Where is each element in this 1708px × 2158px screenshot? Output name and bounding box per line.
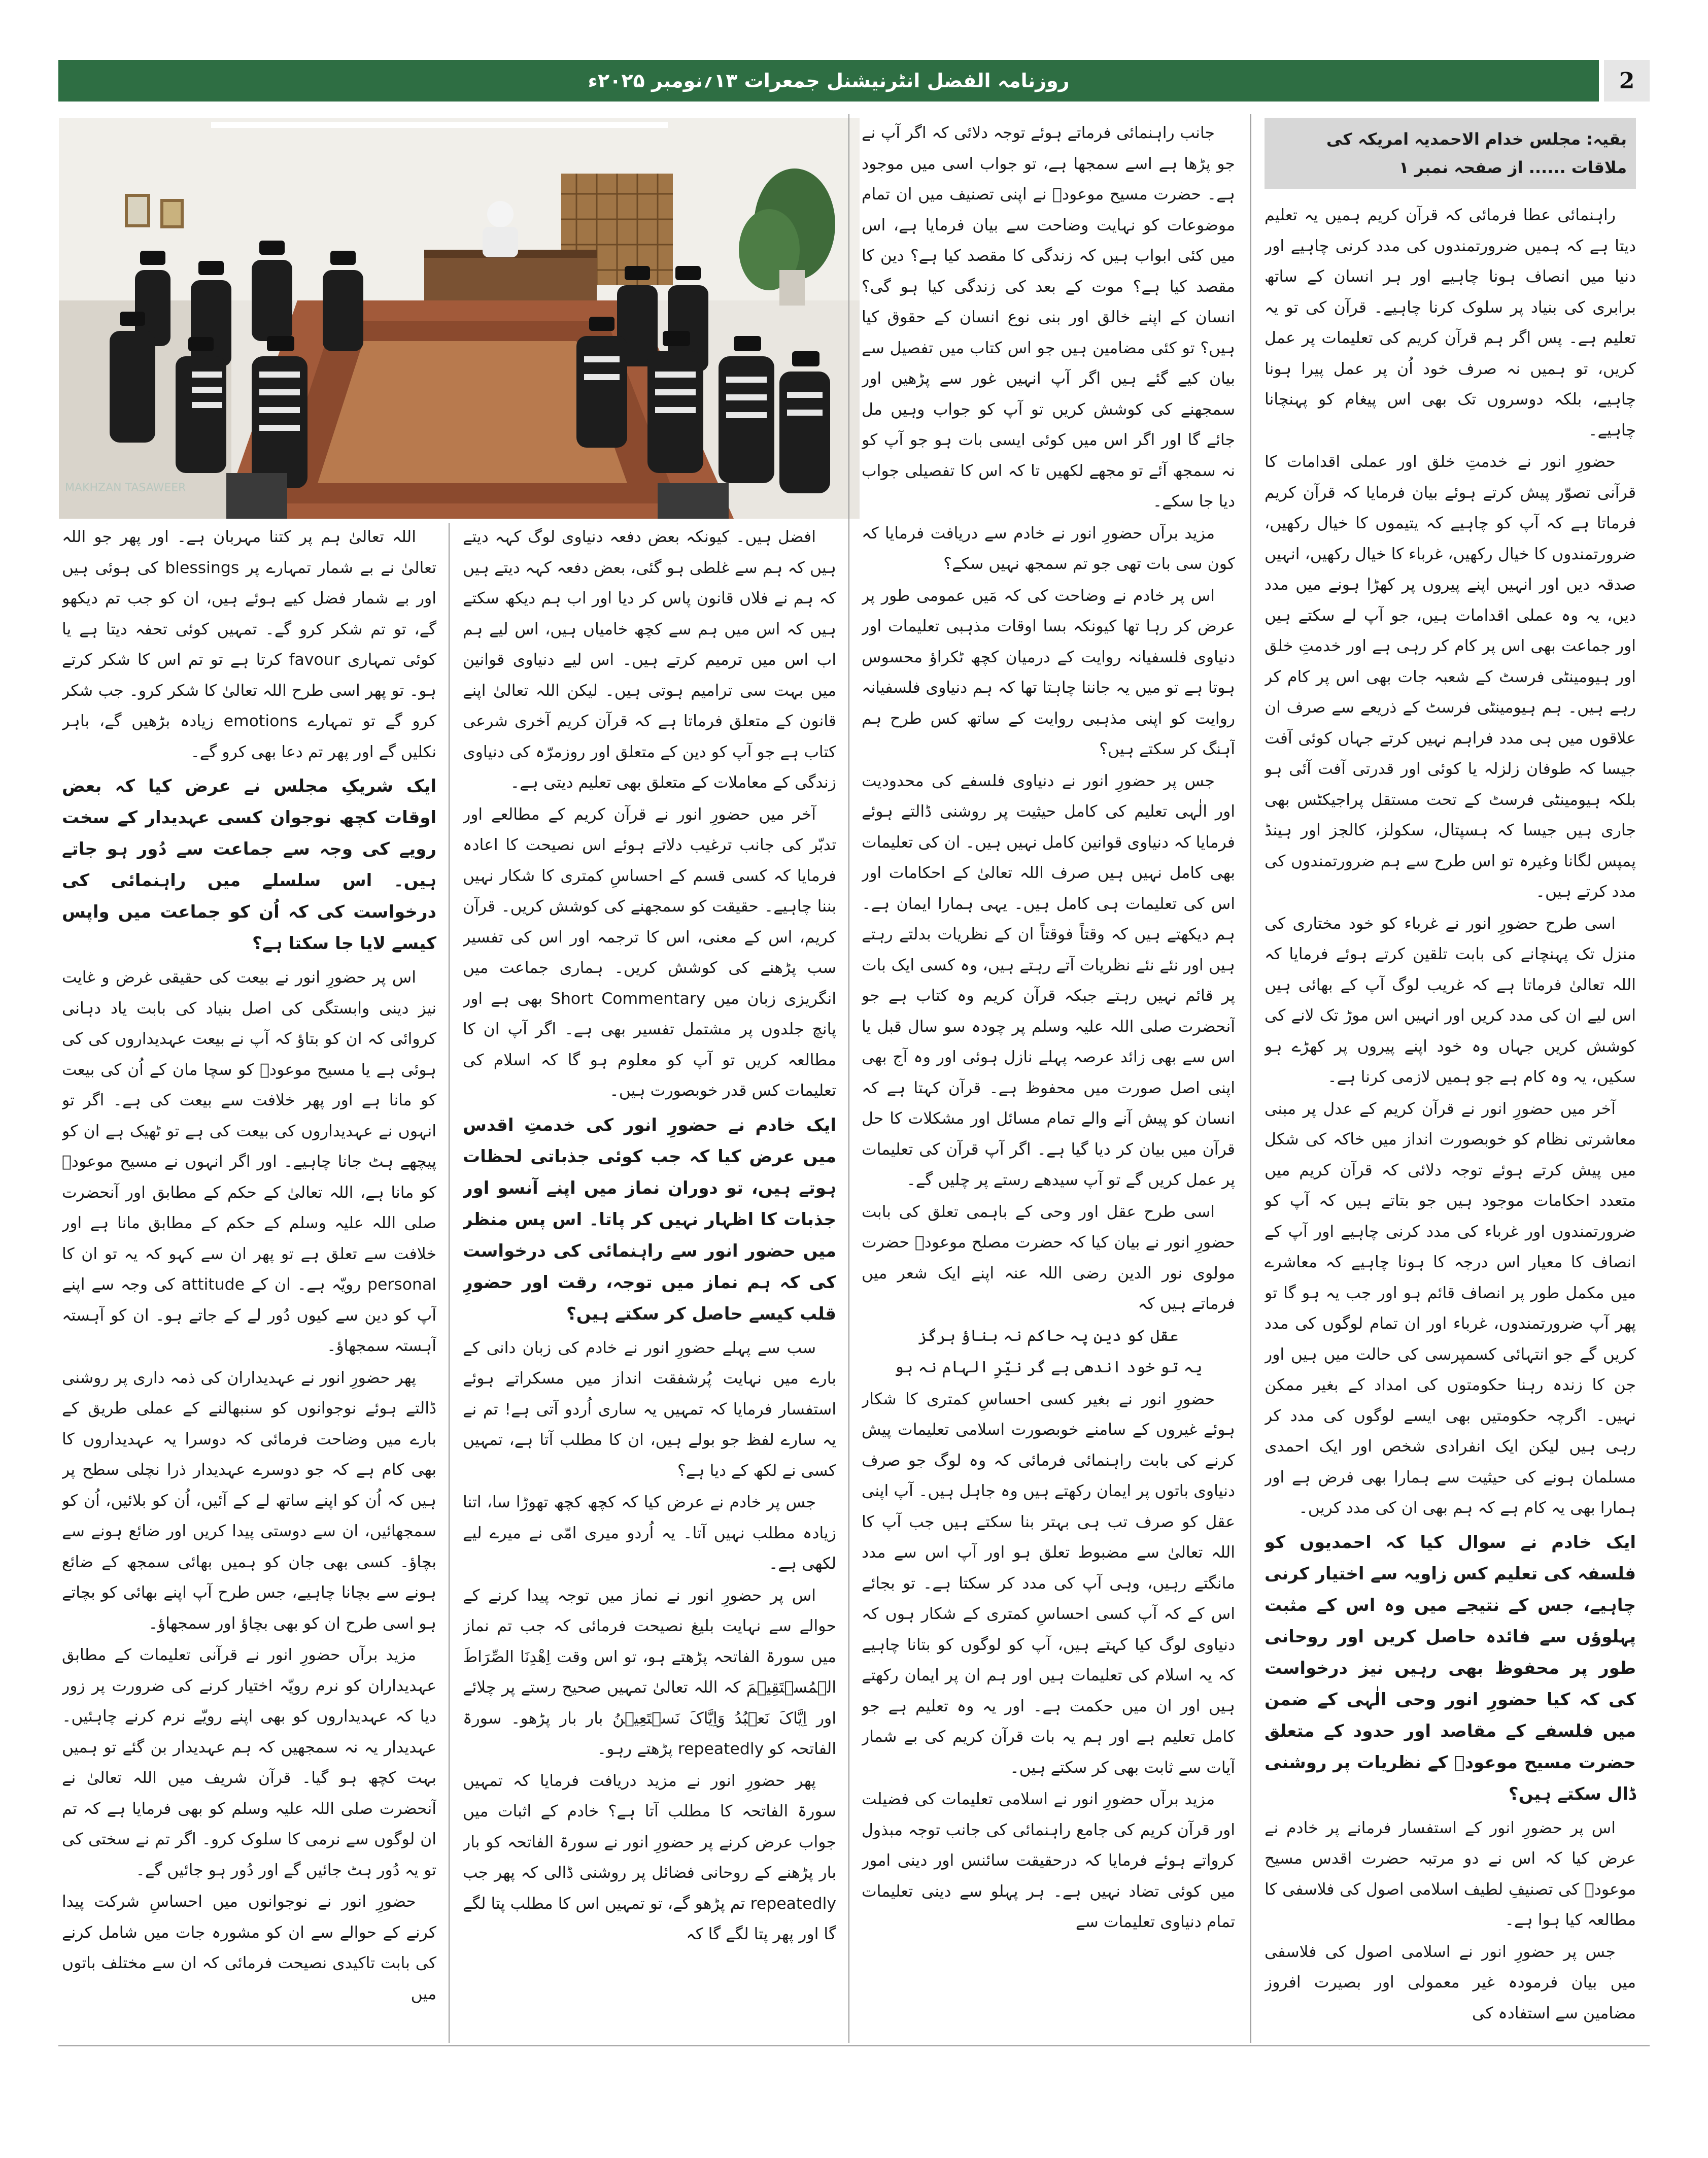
paragraph: پھر حضورِ انور نے مزید دریافت فرمایا کہ تمہیں سورۃ الفاتحہ کا مطلب آتا ہے؟ خادم کے اثبات میں جواب عرض کرنے پر حضورِ انور نے سورۃ الفاتحہ کو بار بار پڑھنے کے روحانی فضائل پر روشنی ڈالی کہ پھر جب repeatedly تم پڑھو گے، تو تمہیں اس کا مطلب پتا لگے گا اور پھر پتا لگے گا کہ [463, 1771, 836, 1943]
paragraph: حضورِ انور نے خدمتِ خلق اور عملی اقدامات کا قرآنی تصوّر پیش کرتے ہوئے بیان فرمایا کہ قرآن کریم فرماتا ہے کہ آپ کو چاہیے کہ یتیموں کا خیال رکھیں، ضرورتمندوں کا خیال رکھیں، غرباء کا خیال رکھیں، انہیں صدقہ دیں اور انہیں اپنے پیروں پر کھڑا ہونے میں مدد دیں، یہ وہ عملی اقدامات ہیں، جو آپ لے سکتے ہیں اور جماعت بھی اس پر کام کر رہی ہے اور خدمتِ خلق اور ہیومینٹی فرسٹ کے شعبہ جات بھی اس پر کام کر رہے ہیں۔ ہم ہیومینٹی فرسٹ کے ذریعے سے صرف ان علاقوں میں ہی مدد فراہم نہیں کرتے جہاں کوئی آفت جیسا کہ طوفان زلزلہ یا کوئی اور قدرتی آفت آئی ہو بلکہ ہیومینٹی فرسٹ کے تحت مستقل پراجیکٹس بھی جاری ہیں جیسا کہ ہسپتال، سکولز، کالجز اور ہینڈ پمپس لگانا وغیرہ تو اس طرح سے ہم ضرورتمندوں کی مدد کرتے ہیں۔ [1265, 453, 1636, 901]
article-column-4 [62, 522, 436, 2039]
question-heading: ایک خادم نے سوال کیا کہ احمدیوں کو فلسفہ کی تعلیم کس زاویہ سے اختیار کرنی چاہیے، جس کے نتیجے میں وہ اس کے مثبت پہلوؤں سے فائدہ حاصل کریں اور روحانی طور پر محفوظ بھی رہیں نیز درخواست کی کہ کیا حضورِ انور وحی الٰہی کے ضمن میں فلسفے کے مقاصد اور حدود کے متعلق حضرت مسیح موعودؑ کے نظریات پر روشنی ڈال سکتے ہیں؟ [1265, 1532, 1636, 1804]
column-divider [848, 114, 849, 2043]
paragraph: پھر حضورِ انور نے عہدیداران کی ذمہ داری پر روشنی ڈالتے ہوئے نوجوانوں کو سنبھالنے کے عملی طریق کے بارے میں وضاحت فرمائی کہ دوسرا یہ عہدیداروں کا بھی کام ہے کہ جو دوسرے عہدیدار ذرا نچلی سطح پر ہیں کہ اُن کو اپنے ساتھ لے کے آئیں، اُن کو بلائیں، اُن کو سمجھائیں، ان سے دوستی پیدا کریں اور ضائع ہونے سے بچاؤ۔ کسی بھی جان کو ہمیں بھائی سمجھ کے ضائع ہونے سے بچانا چاہیے، جس طرح آپ اپنے بھائی کو بچاتے ہو اسی طرح ان کو بھی بچاؤ اور سمجھاؤ۔ [62, 1368, 436, 1633]
paragraph: اس پر حضورِ انور کے استفسار فرمانے پر خادم نے عرض کیا کہ اس نے دو مرتبہ حضرت اقدس مسیح موعودؑ کی تصنیفِ لطیف اسلامی اصول کی فلاسفی کا مطالعہ کیا ہوا ہے۔ [1265, 1818, 1636, 1929]
page-header [58, 60, 1650, 102]
photo-watermark: MAKHZAN TASAWEER [65, 482, 186, 494]
article-column-1 [1265, 118, 1636, 2041]
paragraph: افضل ہیں۔ کیونکہ بعض دفعہ دنیاوی لوگ کہہ دیتے ہیں کہ ہم سے غلطی ہو گئی، بعض دفعہ کہہ دیتے ہیں کہ ہم نے فلاں قانون پاس کر دیا اور اب ہم دیکھ سکتے ہیں کہ اس میں ہم سے کچھ خامیاں ہیں، اس لیے ہم اب اس میں ترمیم کرتے ہیں۔ اس لیے دنیاوی قوانین میں بہت سی ترامیم ہوتی ہیں۔ لیکن اللہ تعالیٰ اپنے قانون کے متعلق فرماتا ہے کہ قرآن کریم آخری شرعی کتاب ہے جو آپ کو دین کے متعلق اور روزمرّہ کی دنیاوی زندگی کے معاملات کے متعلق بھی تعلیم دیتی ہے۔ [463, 528, 836, 792]
paragraph: راہنمائی عطا فرمائی کہ قرآن کریم ہمیں یہ تعلیم دیتا ہے کہ ہمیں ضرورتمندوں کی مدد کرنی چاہیے اور دنیا میں انصاف ہونا چاہیے اور ہر انسان کے ساتھ برابری کی بنیاد پر سلوک کرنا چاہیے۔ قرآن کی تو یہ تعلیم ہے۔ پس اگر ہم قرآن کریم کی تعلیمات پر عمل کریں، تو ہمیں نہ صرف خود اُن پر عمل پیرا ہونا چاہیے، بلکہ دوسروں تک بھی اس پیغام کو پہنچانا چاہیے۔ [1265, 206, 1636, 440]
page-number: 2 [1604, 60, 1650, 102]
paragraph: جس پر حضورِ انور نے اسلامی اصول کی فلاسفی میں بیان فرمودہ غیر معمولی اور بصیرت افروز مضامین سے استفادہ کی [1265, 1942, 1636, 2022]
paragraph: اسی طرح عقل اور وحی کے باہمی تعلق کی بابت حضورِ انور نے بیان کیا کہ حضرت مصلح موعودؓ حضرت مولوی نور الدین رضی اللہ عنہ اپنے ایک شعر میں فرماتے ہیں کہ [862, 1202, 1235, 1313]
continued-from-banner[interactable]: بقیہ: مجلس خدام الاحمدیہ امریکہ کی ملاقات ...... از صفحہ نمبر ۱ [1265, 118, 1636, 189]
paragraph: مزید برآں حضورِ انور نے خادم سے دریافت فرمایا کہ کون سی بات تھی جو تم سمجھ نہیں سکے؟ [862, 524, 1235, 573]
paragraph: حضورِ انور نے بغیر کسی احساسِ کمتری کا شکار ہوئے غیروں کے سامنے خوبصورت اسلامی تعلیمات پیش کرنے کی بابت راہنمائی فرمائی کہ وہ لوگ جو صرف دنیاوی باتوں پر ایمان رکھتے ہیں وہ جاہل ہیں۔ آپ اپنی عقل کو صرف تب ہی بہتر بنا سکتے ہیں جب آپ کا اللہ تعالیٰ سے مضبوط تعلق ہو اور آپ اس سے مدد مانگتے رہیں، وہی آپ کی مدد کر سکتا ہے۔ تو بجائے اس کے کہ آپ کسی احساسِ کمتری کے شکار ہوں کہ دنیاوی لوگ کیا کہتے ہیں، آپ کو لوگوں کو بتانا چاہیے کہ یہ اسلام کی تعلیمات ہیں اور ہم ان پر ایمان رکھتے ہیں اور ان میں حکمت ہے۔ اور یہ وہ تعلیم ہے جو کامل تعلیم ہے اور ہم یہ بات قرآن کریم کی بے شمار آیات سے ثابت بھی کر سکتے ہیں۔ [862, 1390, 1235, 1777]
article-column-3 [463, 522, 836, 2039]
poetry-verse: یہ تو خود اندھی ہے گر نیّرِ الہام نہ ہو [894, 1358, 1203, 1376]
paragraph: جانب راہنمائی فرماتے ہوئے توجہ دلائی کہ اگر آپ نے جو پڑھا ہے اسے سمجھا ہے، تو جواب اسی میں موجود ہے۔ حضرت مسیح موعودؑ نے اپنی تصنیف میں ان تمام موضوعات کو نہایت وضاحت سے بیان فرمایا ہے، اس میں کئی ابواب ہیں کہ زندگی کا مقصد کیا ہے؟ دین کا مقصد کیا ہے؟ موت کے بعد کی زندگی کیا ہو گی؟ انسان کے اپنے خالق اور بنی نوع انسان کے حقوق کیا ہیں؟ تو کئی مضامین ہیں جو اس کتاب میں تفصیل سے بیان کیے گئے ہیں اگر آپ انہیں غور سے پڑھیں اور سمجھنے کی کوشش کریں تو آپ کو جواب وہیں مل جائے گا اور اگر اس میں کوئی ایسی بات ہو جو آپ کو نہ سمجھ آئے تو مجھے لکھیں تا کہ اس کا تفصیلی جواب دیا جا سکے۔ [862, 124, 1235, 511]
paragraph: اللہ تعالیٰ ہم پر کتنا مہربان ہے۔ اور پھر جو اللہ تعالیٰ نے بے شمار تمہارے پر blessings کی ہوئی ہیں اور بے شمار فضل کیے ہوئے ہیں، ان کو جب تم دیکھو گے، تو تم شکر کرو گے۔ تمہیں کوئی تحفہ دیتا ہے یا کوئی تمہاری favour کرتا ہے تو تم اس کا شکر کرتے ہو۔ تو پھر اسی طرح اللہ تعالیٰ کا شکر کرو۔ جب شکر کرو گے تو تمہارے emotions زیادہ بڑھیں گے، باہر نکلیں گے اور پھر تم دعا بھی کرو گے۔ [62, 528, 436, 761]
paragraph: جس پر حضورِ انور نے دنیاوی فلسفے کی محدودیت اور الٰہی تعلیم کی کامل حیثیت پر روشنی ڈالتے ہوئے فرمایا کہ دنیاوی قوانین کامل نہیں ہیں۔ ان کی تعلیمات بھی کامل نہیں ہیں صرف اللہ تعالیٰ کے احکامات اور اس کی تعلیمات ہی کامل ہیں۔ یہی ہمارا ایمان ہے۔ ہم دیکھتے ہیں کہ وقتاً فوقتاً ان کے نظریات بدلتے رہتے ہیں اور نئے نئے نظریات آتے رہتے ہیں، وہ کسی ایک بات پر قائم نہیں رہتے جبکہ قرآن کریم وہ کتاب ہے جو آنحضرت صلی اللہ علیہ وسلم پر چودہ سو سال قبل یا اس سے بھی زائد عرصہ پہلے نازل ہوئی اور وہ آج بھی اپنی اصل صورت میں محفوظ ہے۔ قرآن کہتا ہے کہ انسان کو پیش آنے والے تمام مسائل اور مشکلات کا حل قرآن میں بیان کر دیا گیا ہے۔ اگر آپ قرآن کی تعلیمات پر عمل کریں گے تو آپ سیدھے رستے پر چلیں گے۔ [862, 771, 1235, 1189]
column-divider [1250, 114, 1251, 2043]
poetry-verse: عقل کو دین پہ حاکم نہ بناؤ ہرگز [918, 1326, 1179, 1345]
article-column-2 [862, 118, 1235, 2041]
question-heading: ایک شریکِ مجلس نے عرض کیا کہ بعض اوقات کچھ نوجوان کسی عہدیدار کے سخت رویے کی وجہ سے جماعت سے دُور ہو جاتے ہیں۔ اس سلسلے میں راہنمائی کی درخواست کی کہ اُن کو جماعت میں واپس کیسے لایا جا سکتا ہے؟ [62, 776, 436, 954]
paragraph: مزید برآں حضورِ انور نے قرآنی تعلیمات کے مطابق عہدیداران کو نرم رویّہ اختیار کرنے کی ضرورت پر زور دیا کہ عہدیداروں کو بھی اپنے رویّے نرم کرنے چاہئیں۔ عہدیدار یہ نہ سمجھیں کہ ہم عہدیدار بن گئے تو ہمیں بہت کچھ ہو گیا۔ قرآن شریف میں اللہ تعالیٰ نے آنحضرت صلی اللہ علیہ وسلم کو بھی فرمایا ہے کہ تم ان لوگوں سے نرمی کا سلوک کرو۔ اگر تم نے سختی کی تو یہ دُور ہٹ جائیں گے اور دُور ہو جائیں گے۔ [62, 1646, 436, 1879]
meeting-photo [59, 118, 860, 519]
paragraph: مزید برآں حضورِ انور نے اسلامی تعلیمات کی فضیلت اور قرآن کریم کی جامع راہنمائی کی جانب توجہ مبذول کرواتے ہوئے فرمایا کہ درحقیقت سائنس اور دینی امور میں کوئی تضاد نہیں ہے۔ ہر پہلو سے دینی تعلیمات تمام دنیاوی تعلیمات سے [862, 1790, 1235, 1931]
paragraph: حضورِ انور نے نوجوانوں میں احساسِ شرکت پیدا کرنے کے حوالے سے ان کو مشورہ جات میں شامل کرنے کی بابت تاکیدی نصیحت فرمائی کہ ان سے مختلف باتوں میں [62, 1893, 436, 2003]
paragraph: اس پر حضورِ انور نے بیعت کی حقیقی غرض و غایت نیز دینی وابستگی کی اصل بنیاد کی بابت یاد دہانی کروائی کہ ان کو بتاؤ کہ آپ نے بیعت عہدیداروں کی کی ہوئی ہے یا مسیح موعودؑ کو سچا مان کے اُن کی بیعت کو مانا ہے اور پھر خلافت سے بیعت کی ہے۔ اگر تو انہوں نے عہدیداروں کی بیعت کی ہے تو ٹھیک ہے ان کو پیچھے ہٹ جانا چاہیے۔ اور اگر انہوں نے مسیح موعودؑ کو مانا ہے، اللہ تعالیٰ کے حکم کے مطابق اور آنحضرت صلی اللہ علیہ وسلم کے حکم کے مطابق مانا ہے اور خلافت سے تعلق ہے تو پھر ان سے کہو کہ یہ تو ان کا personal رویّہ ہے۔ ان کے attitude کی وجہ سے اپنے آپ کو دین سے کیوں دُور لے کے جاتے ہو۔ ان کو آہستہ آہستہ سمجھاؤ۔ [62, 968, 436, 1355]
question-heading: ایک خادم نے حضورِ انور کی خدمتِ اقدس میں عرض کیا کہ جب کوئی جذباتی لحظات ہوتے ہیں، تو دوران نماز میں اپنے آنسو اور جذبات کا اظہار نہیں کر پاتا۔ اس پس منظر میں حضور انور سے راہنمائی کی درخواست کی کہ ہم نماز میں توجہ، رقت اور حضورِ قلب کیسے حاصل کر سکتے ہیں؟ [463, 1115, 836, 1324]
paragraph: اس پر حضورِ انور نے نماز میں توجہ پیدا کرنے کے حوالے سے نہایت بلیغ نصیحت فرمائی کہ جب تم نماز میں سورۃ الفاتحہ پڑھتے ہو، تو اس وقت اِھْدِنَا الصِّرَاطَ الۡمُسۡتَقِیۡمَ کہ اللہ تعالیٰ تمہیں صحیح رستے پر چلائے اور اِیَّاکَ نَعۡبُدُ وَاِیَّاکَ نَسۡتَعِیۡنُ بار بار پڑھو۔ سورۃ الفاتحہ کو repeatedly پڑھتے رہو۔ [463, 1586, 836, 1758]
column-divider [449, 523, 450, 2043]
paragraph: جس پر خادم نے عرض کیا کہ کچھ کچھ تھوڑا سا، اتنا زیادہ مطلب نہیں آتا۔ یہ اُردو میری امّی نے میرے لیے لکھی ہے۔ [463, 1493, 836, 1573]
paragraph: سب سے پہلے حضورِ انور نے خادم کی زبان دانی کے بارے میں نہایت پُرشفقت انداز میں مسکراتے ہوئے استفسار فرمایا کہ تمہیں یہ ساری اُردو آتی ہے! تم نے یہ سارے لفظ جو بولے ہیں، ان کا مطلب آتا ہے، تمہیں کسی نے لکھ کے دیا ہے؟ [463, 1338, 836, 1480]
newspaper-masthead-title: روزنامہ الفضل انٹرنیشنل جمعرات ۱۳؍نومبر ۲۰۲۵ء [58, 60, 1599, 102]
paragraph: آخر میں حضورِ انور نے قرآن کریم کے مطالعے اور تدبّر کی جانب ترغیب دلاتے ہوئے اس نصیحت کا اعادہ فرمایا کہ کسی قسم کے احساسِ کمتری کا شکار نہیں بننا چاہیے۔ حقیقت کو سمجھنے کی کوشش کریں۔ قرآن کریم، اس کے معنی، اس کا ترجمہ اور اس کی تفسیر سب پڑھنے کی کوشش کریں۔ ہماری جماعت میں انگریزی زبان میں Short Commentary بھی ہے اور پانچ جلدوں پر مشتمل تفسیر بھی ہے۔ اگر آپ ان کا مطالعہ کریں تو آپ کو معلوم ہو گا کہ اسلام کی تعلیمات کس قدر خوبصورت ہیں۔ [463, 805, 836, 1100]
paragraph: آخر میں حضورِ انور نے قرآن کریم کے عدل پر مبنی معاشرتی نظام کو خوبصورت انداز میں خاکہ کی شکل میں پیش کرتے ہوئے توجہ دلائی کہ قرآن کریم میں متعدد احکامات موجود ہیں جو بتاتے ہیں کہ آپ کو ضرورتمندوں اور غرباء کی مدد کرنی چاہیے اور آپ کے انصاف کا معیار اس درجہ کا ہونا چاہیے کہ معاشرے میں مکمل طور پر انصاف قائم ہو اور جب یہ ہو گا تو پھر آپ ضرورتمندوں، غرباء اور ان تمام لوگوں کی مدد کریں گے جو انتہائی کسمپرسی کی حالت میں ہیں اور جن کا زندہ رہنا حکومتوں کی امداد کے بغیر ممکن نہیں۔ اگرچہ حکومتیں بھی ایسے لوگوں کی مدد کر رہی ہیں لیکن ایک انفرادی شخص اور ایک احمدی مسلمان ہونے کی حیثیت سے ہمارا بھی فرض ہے اور ہمارا بھی یہ کام ہے کہ ہم بھی ان کی مدد کریں۔ [1265, 1099, 1636, 1517]
paragraph: اسی طرح حضورِ انور نے غرباء کو خود مختاری کی منزل تک پہنچانے کی بابت تلقین کرتے ہوئے فرمایا کہ اللہ تعالیٰ فرماتا ہے کہ غریب لوگ آپ کے بھائی ہیں اس لیے ان کی مدد کریں اور انہیں اس موڑ تک لانے کی کوشش کریں جہاں وہ خود اپنے پیروں پر کھڑے ہو سکیں، یہ وہ کام ہے جو ہمیں لازمی کرنا ہے۔ [1265, 914, 1636, 1086]
paragraph: اس پر خادم نے وضاحت کی کہ مَیں عمومی طور پر عرض کر رہا تھا کیونکہ بسا اوقات مذہبی تعلیمات اور دنیاوی فلسفیانہ روایت کے درمیان کچھ ٹکراؤ محسوس ہوتا ہے تو میں یہ جاننا چاہتا تھا کہ ہم دنیاوی فلسفیانہ روایت کو اپنی مذہبی روایت کے ساتھ کس طرح ہم آہنگ کر سکتے ہیں؟ [862, 586, 1235, 758]
bottom-rule [58, 2045, 1650, 2046]
